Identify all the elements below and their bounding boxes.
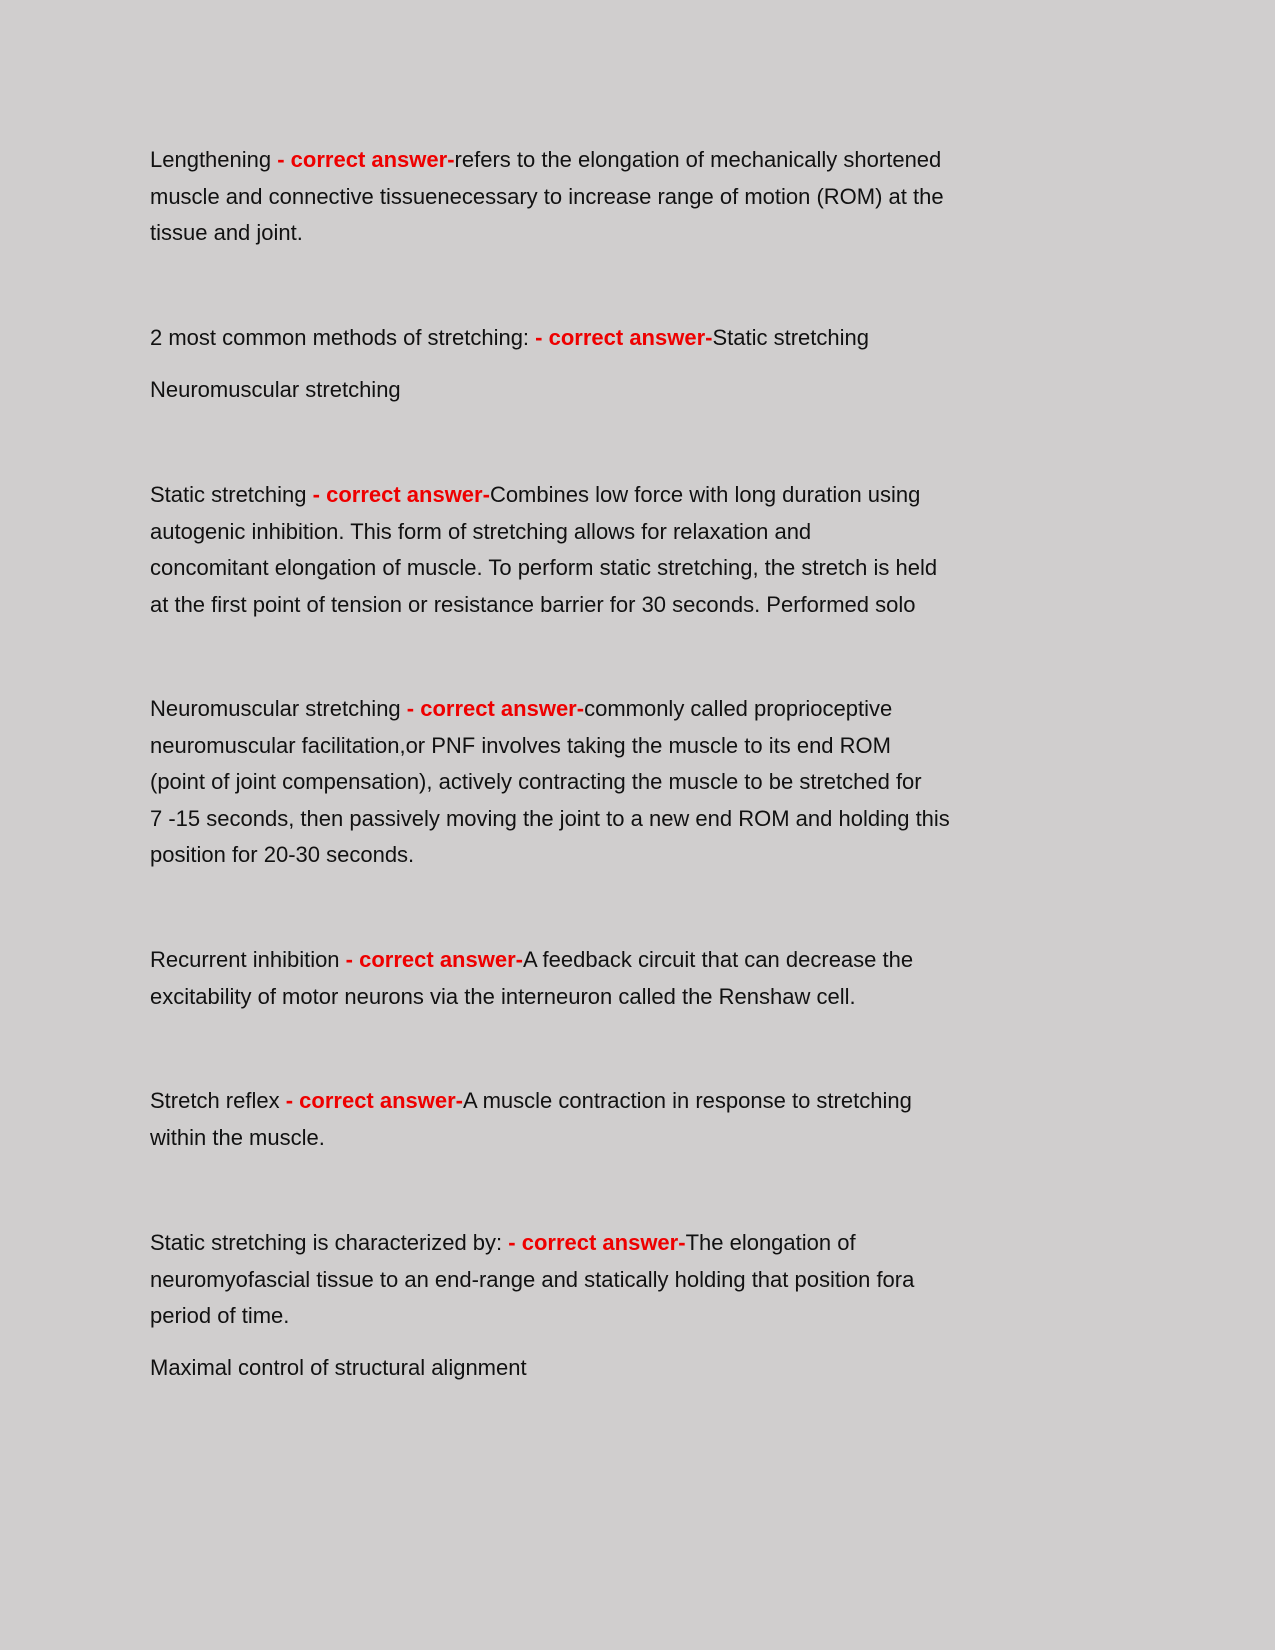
answer-text: autogenic inhibition. This form of stretching allows for relaxation and (150, 518, 812, 544)
flashcard (150, 320, 1150, 357)
answer-text: within the muscle. (150, 1124, 325, 1150)
answer-text: neuromuscular facilitation,or PNF involves taking the muscle to its end ROM (150, 732, 891, 758)
answer-text: period of time. (150, 1303, 290, 1328)
answer-text: A muscle contraction in response to stretching (463, 1088, 912, 1113)
answer-extra: Neuromuscular stretching (150, 377, 401, 402)
answer-text: (point of joint compensation), actively contracting the muscle to be stretched for (150, 769, 922, 794)
answer-text: The elongation of (685, 1230, 856, 1255)
answer-text: concomitant elongation of muscle. To perform static stretching, the stretch is held (150, 555, 938, 580)
answer-text: 7 -15 seconds, then passively moving the joint to a new end ROM and holding this (150, 805, 950, 831)
term: Lengthening (150, 147, 278, 172)
answer-label: - correct answer- (406, 696, 585, 721)
flashcard (150, 691, 1150, 874)
term: Static stretching (150, 482, 313, 507)
answer-text: muscle and connective tissuenecessary to increase range of motion (ROM) at the (150, 183, 944, 209)
term: Recurrent inhibition (150, 947, 346, 972)
answer-text: Combines low force with long duration using (489, 482, 921, 507)
answer-text: neuromyofascial tissue to an end-range and statically holding that position fora (150, 1266, 915, 1292)
term: Neuromuscular stretching (150, 696, 407, 721)
flashcard (150, 1083, 1150, 1156)
answer-text: commonly called proprioceptive (584, 696, 893, 721)
answer-label: - correct answer- (508, 1230, 686, 1255)
answer-text: refers to the elongation of mechanically shortened (454, 147, 942, 172)
flashcard (150, 477, 1150, 623)
answer-extra: Maximal control of structural alignment (150, 1355, 527, 1380)
answer-label: - correct answer- (312, 482, 490, 507)
answer-text: excitability of motor neurons via the interneuron called the Renshaw cell. (150, 983, 856, 1009)
answer-text: position for 20-30 seconds. (150, 842, 415, 867)
term: Static stretching is characterized by: (150, 1230, 509, 1255)
answer-label: - correct answer- (277, 147, 455, 172)
answer-text: A feedback circuit that can decrease the (522, 947, 914, 972)
flashcard (150, 142, 1150, 252)
answer-label: - correct answer- (285, 1088, 464, 1113)
answer-text: at the first point of tension or resistance barrier for 30 seconds. Performed solo (150, 591, 916, 617)
flashcard (150, 942, 1150, 1015)
term: 2 most common methods of stretching: (150, 325, 536, 350)
answer-text: Static stretching (712, 325, 869, 350)
term: Stretch reflex (150, 1088, 286, 1113)
answer-label: - correct answer- (345, 947, 523, 972)
flashcard (150, 1225, 1150, 1335)
answer-text: tissue and joint. (150, 220, 303, 245)
answer-label: - correct answer- (535, 325, 713, 350)
